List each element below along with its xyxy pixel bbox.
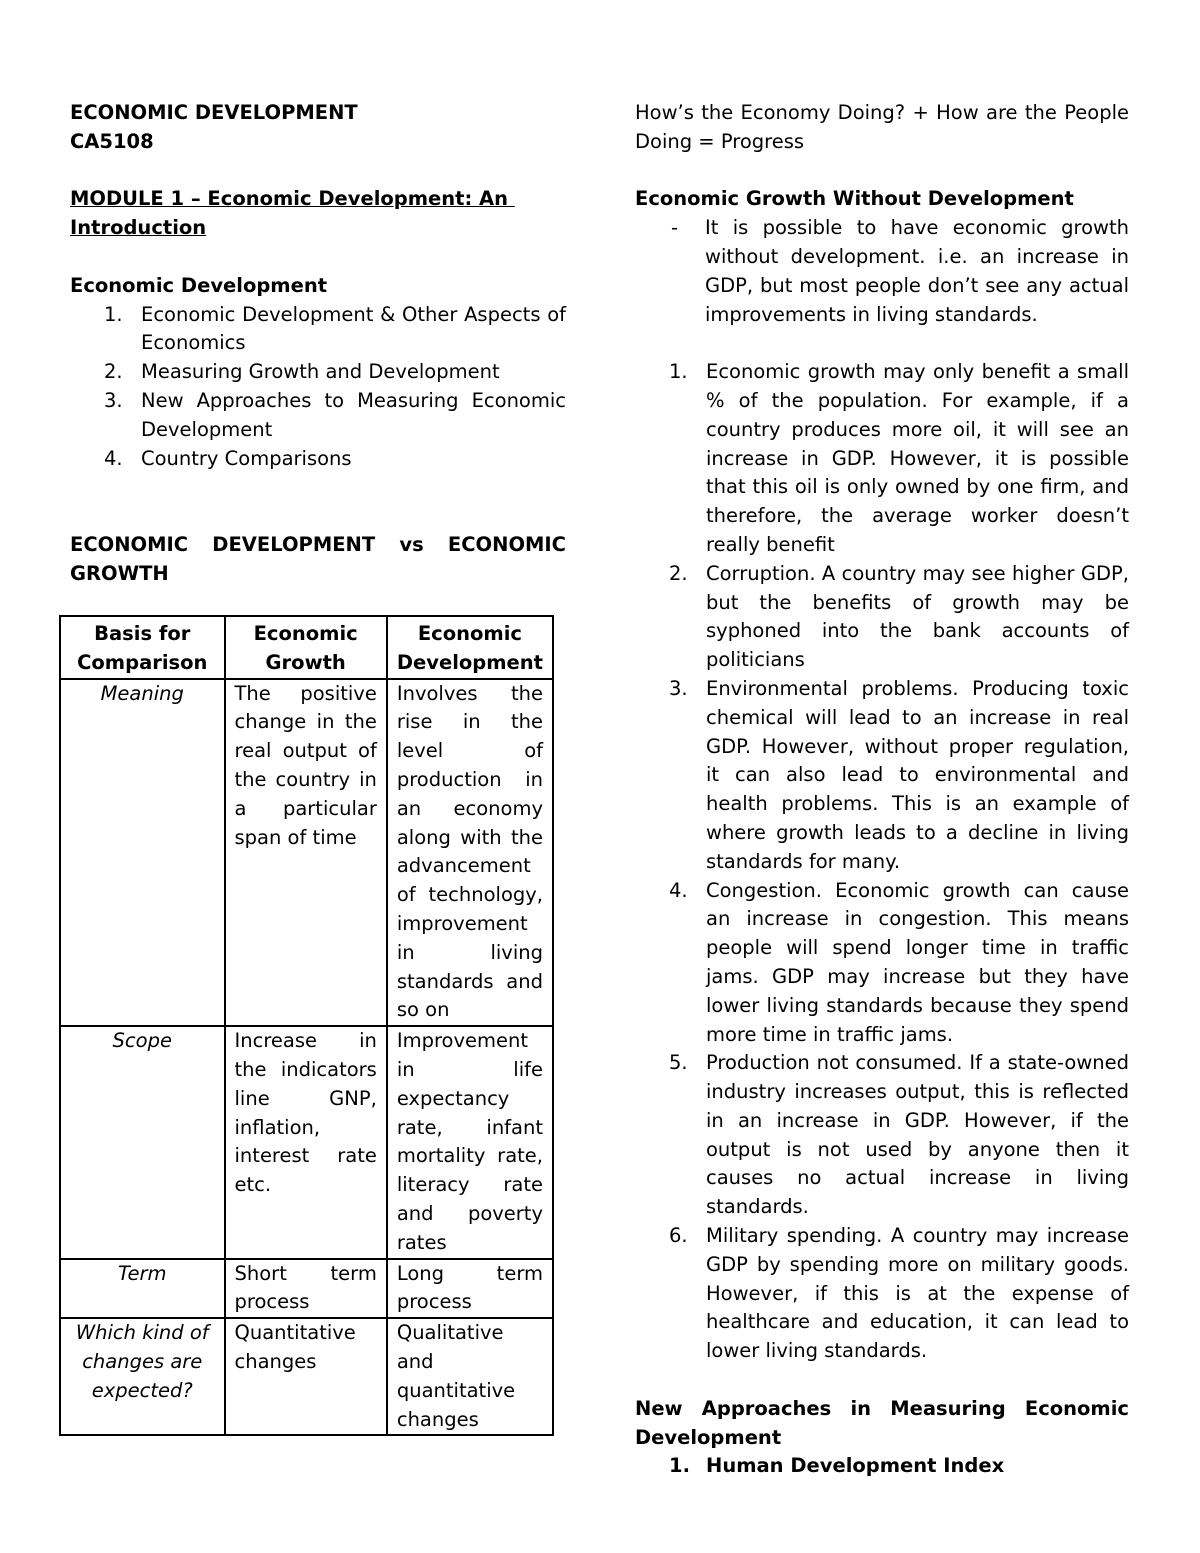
table-row [60, 679, 553, 1027]
comparison-heading-line2: GROWTH [70, 561, 169, 585]
list-text: New Approaches to Measuring Economic Development [141, 388, 566, 441]
section-heading: Economic Development [70, 273, 328, 297]
new-approaches-heading: New Approaches in Measuring Economic Development [635, 1396, 1129, 1449]
header-growth: Economic Growth [225, 616, 387, 679]
reasons-list [635, 358, 1129, 1366]
list-item [635, 877, 1129, 1050]
list-number: 6. [669, 1224, 688, 1248]
comparison-heading-line1: ECONOMIC DEVELOPMENT vs ECONOMIC [70, 532, 566, 556]
list-item [70, 358, 566, 387]
list-item [635, 1452, 1129, 1481]
header-development: Economic Development [387, 616, 553, 679]
dash-marker: - [671, 216, 679, 240]
list-item [635, 1222, 1129, 1366]
growth-without-development-heading: Economic Growth Without Development [635, 187, 1074, 211]
cell-growth: The positive change in the real output of the country in a particular span of time [234, 681, 377, 849]
dash-text: It is possible to have economic growth without development. i.e. an increase in GDP, but most people don’t see any actual improvements in living standards. [705, 216, 1129, 326]
list-number: 3. [669, 676, 688, 700]
approaches-list [635, 1452, 1129, 1481]
list-item [70, 445, 566, 474]
list-item [70, 301, 566, 359]
list-number: 2. [104, 360, 123, 384]
list-item [635, 1049, 1129, 1222]
header-basis: Basis for Comparison [60, 616, 225, 679]
list-item [635, 675, 1129, 877]
list-text: Measuring Growth and Development [141, 360, 500, 384]
list-number: 3. [104, 388, 123, 412]
list-text: Corruption. A country may see higher GDP, but the benefits of growth may be syphoned into the bank accounts of politicians [706, 561, 1129, 672]
list-text: Human Development Index [706, 1454, 1005, 1478]
comparison-table [59, 615, 554, 1436]
list-text: Economic Development & Other Aspects of Economics [141, 302, 566, 355]
cell-growth: Short term process [234, 1261, 377, 1314]
course-code: CA5108 [70, 129, 154, 153]
cell-basis: Scope [60, 1026, 225, 1258]
cell-development: Improvement in life expectancy rate, infant mortality rate, literacy rate and poverty rates [396, 1029, 543, 1254]
dash-item [635, 214, 1129, 329]
list-number: 4. [104, 446, 123, 470]
list-item [635, 358, 1129, 560]
list-text: Environmental problems. Producing toxic chemical will lead to an increase in real GDP. However, without proper regulation, it can also lead to environmental and health problems. This is an example of where growth leads to a decline in living standards for many. [706, 676, 1129, 873]
list-text: Economic growth may only benefit a small % of the population. For example, if a country produces more oil, it will see an increase in GDP. However, it is possible that this oil is only owned by one firm, and therefore, the average worker doesn’t really benefit [706, 360, 1129, 556]
cell-development: Qualitative and quantitative changes [396, 1321, 516, 1431]
table-header-row [60, 616, 553, 679]
list-number: 5. [669, 1051, 688, 1075]
list-number: 2. [669, 561, 688, 585]
list-number: 1. [669, 1454, 690, 1478]
list-text: Military spending. A country may increase GDP by spending more on military goods. However, if this is at the expense of healthcare and education, it can lead to lower living standards. [706, 1224, 1129, 1363]
list-item [635, 560, 1129, 675]
list-text: Production not consumed. If a state-owned industry increases output, this is reflected in an increase in GDP. However, if the output is not used by anyone then it causes no actual increase in living standards. [706, 1051, 1129, 1219]
cell-growth: Quantitative changes [234, 1321, 356, 1373]
cell-basis: Term [60, 1259, 225, 1319]
list-number: 1. [104, 302, 123, 326]
list-number: 4. [669, 878, 688, 902]
table-row [60, 1026, 553, 1258]
cell-development: Long term process [396, 1261, 543, 1314]
module-title-line1: MODULE 1 – Economic Development: An [70, 187, 515, 211]
left-column [70, 99, 566, 589]
cell-development: Involves the rise in the level of production in an economy along with the advancement of technology, improvement in living standards and so on [396, 681, 543, 1022]
cell-growth: Increase in the indicators line GNP, inflation, interest rate etc. [234, 1029, 377, 1197]
list-item [70, 387, 566, 445]
list-text: Country Comparisons [141, 446, 352, 470]
table-row [60, 1318, 553, 1435]
list-text: Congestion. Economic growth can cause an increase in congestion. This means people will spend longer time in traffic jams. GDP may increase but they have lower living standards because they spend more time in traffic jams. [706, 878, 1129, 1046]
cell-basis: Which kind of changes are expected? [60, 1318, 225, 1435]
right-column [635, 99, 1129, 1481]
document-title: ECONOMIC DEVELOPMENT [70, 101, 358, 124]
module-title-line2: Introduction [70, 216, 207, 240]
table-row [60, 1259, 553, 1319]
list-number: 1. [669, 360, 688, 384]
cell-basis: Meaning [60, 679, 225, 1027]
outline-list [70, 301, 566, 474]
progress-equation: How’s the Economy Doing? + How are the People Doing = Progress [635, 101, 1129, 153]
